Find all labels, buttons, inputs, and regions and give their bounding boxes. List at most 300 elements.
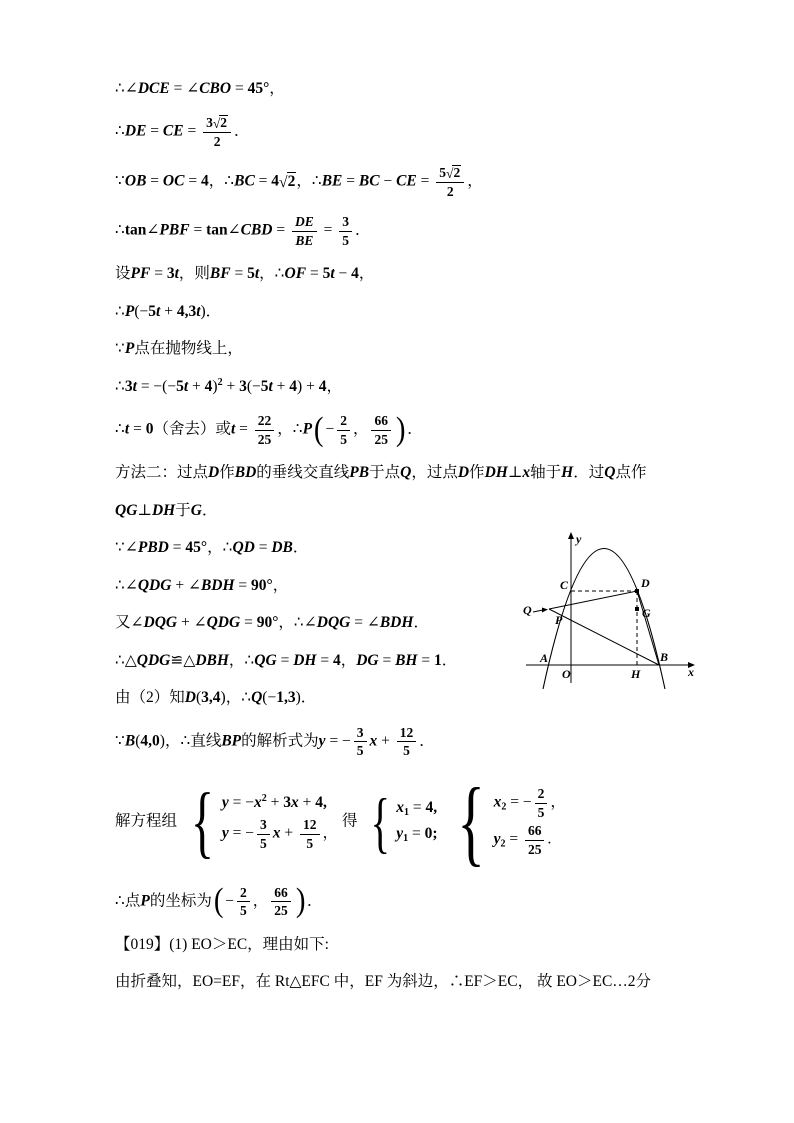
math-variable: DH <box>484 464 508 482</box>
math-variable: BP <box>221 732 242 750</box>
q-pointer-line <box>533 610 543 612</box>
fraction <box>525 823 545 857</box>
math-variable: x <box>254 793 262 811</box>
math-variable: y <box>396 825 404 843</box>
symbol-run: ∴ <box>274 265 285 283</box>
math-variable: Q <box>400 464 412 482</box>
math-variable: QD <box>232 539 255 557</box>
system-row <box>222 817 338 851</box>
text-run: ．过 <box>573 464 605 482</box>
symbol-run: = − <box>228 793 255 811</box>
subscript: 2 <box>500 838 506 850</box>
symbol-run: = <box>146 123 163 141</box>
math-variable: G <box>190 501 202 519</box>
symbol-run: ∴ <box>292 420 303 438</box>
equation-system <box>448 767 566 875</box>
math-variable: P <box>302 420 313 438</box>
math-number: 2 <box>537 786 545 802</box>
system-rows <box>219 792 338 852</box>
symbol-run: ∠ <box>146 221 160 239</box>
math-variable: QDG <box>136 651 171 669</box>
symbol-run: ⊥ <box>137 501 152 519</box>
symbol-run: = <box>505 830 522 848</box>
text-run: 的垂线交直线 <box>256 464 350 482</box>
math-number: 1 <box>434 651 442 669</box>
math-variable: t <box>183 377 189 395</box>
math-variable: Q <box>251 689 263 707</box>
math-variable: BC <box>358 172 380 190</box>
denominator <box>211 133 224 150</box>
math-variable: DH <box>151 501 176 519</box>
math-number: 5 <box>260 377 269 395</box>
text-run: ， <box>208 172 225 190</box>
math-variable: D <box>457 464 470 482</box>
math-number: 66 <box>274 884 288 900</box>
radical-sign: √ <box>212 116 221 132</box>
symbol-run: = <box>240 614 257 632</box>
symbol-run: = <box>129 420 146 438</box>
denominator <box>400 742 413 759</box>
symbol-run: = <box>235 420 252 438</box>
text-run: 的解析式为 <box>241 732 319 750</box>
symbol-run: = − <box>506 793 532 811</box>
text-run: ． <box>201 501 218 519</box>
math-number: 1,3 <box>276 689 296 707</box>
label-A: A <box>540 651 549 665</box>
symbol-run: − <box>379 172 397 190</box>
math-number: 4 <box>204 377 213 395</box>
math-line <box>115 410 765 448</box>
math-number: 5 <box>176 377 184 395</box>
text-run: （舍去）或 <box>153 420 231 438</box>
text-run: ， <box>278 614 294 632</box>
math-variable: CE <box>396 172 417 190</box>
fraction <box>337 413 350 447</box>
math-variable: y <box>221 824 229 842</box>
text-run: 直线 <box>190 732 222 750</box>
math-line <box>115 882 765 920</box>
numerator <box>255 413 275 431</box>
radical-sign: √ <box>279 173 288 191</box>
math-number: 5 <box>247 265 255 283</box>
math-variable: BH <box>395 651 418 669</box>
symbol-run: ( <box>135 732 141 750</box>
numerator <box>271 885 291 903</box>
fraction <box>237 885 250 919</box>
text-run: 方法二：过点 <box>115 464 209 482</box>
text-run: ， <box>252 892 269 910</box>
symbol-run: = −(− <box>136 377 177 395</box>
math-variable: t <box>174 265 179 283</box>
symbol-run: = <box>230 265 248 283</box>
math-variable: y <box>493 830 501 848</box>
math-variable: BD <box>234 464 257 482</box>
fraction <box>354 725 367 759</box>
math-line <box>115 934 765 956</box>
symbol-run: ∴ <box>311 172 322 190</box>
subscript: 1 <box>403 806 409 818</box>
symbol-run: = <box>342 172 359 190</box>
symbol-run: ∴ <box>244 651 255 669</box>
math-variable: DE <box>295 214 314 230</box>
math-line <box>115 971 765 993</box>
math-line <box>115 500 765 522</box>
radical-sign: √ <box>446 165 454 181</box>
math-variable: y <box>318 732 326 750</box>
math-number: 5 <box>342 232 350 248</box>
math-variable: QDG <box>137 576 172 594</box>
math-variable: PF <box>130 265 151 283</box>
math-line <box>115 263 765 285</box>
text-run: 又 <box>115 614 131 632</box>
math-number: 3 <box>342 214 350 230</box>
text-run: 的坐标为 <box>149 892 212 910</box>
symbol-run: ∴ <box>115 377 125 395</box>
text-run: 由（2）知 <box>115 689 185 707</box>
text-run: 【019】(1) EO＞EC，理由如下: <box>115 935 329 953</box>
math-number: 25 <box>374 431 388 447</box>
symbol-run: + <box>266 793 284 811</box>
symbol-run: + <box>160 302 177 320</box>
math-number: 25 <box>274 903 288 919</box>
symbol-run: ∴∠ <box>115 576 138 594</box>
symbol-run: ∵ <box>115 340 125 358</box>
symbol-run: ) <box>212 377 218 395</box>
math-variable: x <box>369 732 378 750</box>
math-number: tan <box>124 221 147 239</box>
math-number: 0 <box>145 420 154 438</box>
symbol-run: = <box>234 576 252 594</box>
superscript: 2 <box>261 792 267 804</box>
text-run: ， <box>467 172 483 190</box>
symbol-run: ⊥ <box>507 464 523 482</box>
math-variable: t <box>254 265 260 283</box>
label-P: P <box>555 613 563 627</box>
system-row <box>494 823 552 857</box>
math-variable: t <box>268 377 273 395</box>
q-pointer-arrow <box>542 608 548 613</box>
fraction <box>436 165 464 199</box>
symbol-run: = <box>408 798 426 816</box>
math-variable: DE <box>124 123 147 141</box>
math-number: 5 <box>148 302 156 320</box>
math-number: 25 <box>527 841 542 857</box>
symbol-run: = − <box>228 824 255 842</box>
math-number: tan <box>206 221 228 239</box>
math-number: 25 <box>257 431 272 447</box>
fraction <box>371 413 391 447</box>
symbol-run: ) + <box>297 377 319 395</box>
math-number: 3 <box>283 793 292 811</box>
math-variable: Q <box>604 464 616 482</box>
text-run: ， <box>272 576 289 594</box>
symbol-run: = <box>146 172 163 190</box>
figure-coordinate-plane <box>520 531 704 693</box>
math-line <box>115 165 765 199</box>
text-run: 轴于 <box>530 464 562 482</box>
math-number: 0; <box>424 825 438 843</box>
math-variable: BDH <box>200 576 235 594</box>
fraction <box>271 885 291 919</box>
symbol-run: + <box>280 824 298 842</box>
radicand: 2 <box>220 115 228 131</box>
text-run: ． <box>413 614 429 632</box>
fraction <box>339 214 352 248</box>
math-variable: t <box>124 420 130 438</box>
denominator <box>292 232 316 249</box>
symbol-run: − <box>225 892 234 910</box>
math-number: 3 <box>206 115 213 131</box>
system-row <box>396 797 437 821</box>
numerator <box>257 817 270 835</box>
math-number: 4 <box>271 172 280 190</box>
text-run: ． <box>355 221 371 239</box>
big-paren: ( <box>313 410 324 448</box>
math-line <box>115 767 765 875</box>
numerator <box>339 214 352 232</box>
denominator <box>371 431 391 448</box>
radical <box>446 165 461 180</box>
math-number: 5 <box>340 431 347 447</box>
symbol-run: ∴ <box>222 539 233 557</box>
symbol-run: ∵∠ <box>115 539 138 557</box>
text-run: ， <box>225 689 242 707</box>
text-run: 由折叠知，EO=EF，在 Rt△EFC 中，EF 为斜边，∴EF＞EC， 故 EO＞EC…2分 <box>115 973 652 991</box>
math-variable: x <box>291 793 299 811</box>
equation-system <box>364 783 438 860</box>
math-variable: B <box>124 732 136 750</box>
math-number: 4 <box>200 172 209 190</box>
math-number: 3,4 <box>201 689 221 707</box>
math-number: 12 <box>399 724 414 740</box>
math-variable: DQG <box>316 614 351 632</box>
math-variable: QG <box>254 651 277 669</box>
symbol-run: ∠ <box>130 614 144 632</box>
symbol-run: + <box>188 377 205 395</box>
symbol-run: (− <box>134 302 149 320</box>
denominator <box>237 902 250 919</box>
numerator <box>535 786 548 804</box>
symbol-run: = − <box>325 732 351 750</box>
denominator <box>271 902 291 919</box>
math-variable: x <box>493 793 502 811</box>
math-number: 3 <box>166 265 175 283</box>
text-run: ． <box>205 302 222 320</box>
symbol-run: . <box>547 830 552 848</box>
math-variable: PBF <box>159 221 190 239</box>
label-O: O <box>562 667 571 681</box>
math-line <box>115 725 765 759</box>
fraction <box>300 817 320 851</box>
math-variable: x <box>396 798 404 816</box>
math-number: 4,3 <box>176 302 197 320</box>
radicand: 2 <box>287 172 296 190</box>
system-brace: { <box>370 783 390 860</box>
math-line <box>115 462 765 484</box>
math-number: 4, <box>315 793 327 811</box>
math-variable: H <box>561 464 574 482</box>
denominator <box>257 835 270 852</box>
math-number: 4 <box>318 377 327 395</box>
symbol-run: = <box>184 172 201 190</box>
math-number: 5 <box>322 265 331 283</box>
math-line <box>115 78 765 100</box>
math-number: 5 <box>403 743 410 759</box>
symbol-run: + <box>222 377 240 395</box>
text-run: 点作 <box>615 464 647 482</box>
math-number: 5 <box>239 903 247 919</box>
math-variable: DB <box>271 539 293 557</box>
fraction <box>257 817 270 851</box>
text-run: 于 <box>175 501 191 519</box>
label-G: G <box>642 606 651 620</box>
math-number: 5 <box>260 835 267 851</box>
math-number: 2 <box>213 134 221 150</box>
math-variable: P <box>124 302 135 320</box>
system-rows <box>393 797 437 847</box>
math-number: 5 <box>356 743 364 759</box>
symbol-run: = <box>378 651 396 669</box>
symbol-run: ∴ <box>115 123 125 141</box>
text-run: ． <box>307 892 323 910</box>
denominator <box>255 431 275 448</box>
math-number: 45° <box>185 539 208 557</box>
symbol-run: ∴ <box>115 892 125 910</box>
math-number: 4 <box>351 265 359 283</box>
symbol-run: + <box>377 732 394 750</box>
symbol-run: − <box>334 265 352 283</box>
symbol-run: ∠ <box>227 221 241 239</box>
math-variable: OC <box>162 172 185 190</box>
symbol-run: = <box>168 539 186 557</box>
text-run: ，则 <box>178 265 210 283</box>
math-number: 5 <box>439 164 447 180</box>
text-run: 点在抛物线上， <box>134 340 243 358</box>
math-variable: BF <box>209 265 231 283</box>
denominator <box>337 431 350 448</box>
math-line <box>115 338 765 360</box>
math-variable: t <box>132 377 137 395</box>
text-run: ， <box>296 172 312 190</box>
math-number: 3 <box>124 377 133 395</box>
symbol-run: = <box>417 651 434 669</box>
math-variable: CBO <box>199 80 232 97</box>
math-number: 90° <box>251 576 273 594</box>
text-run: ， <box>340 651 357 669</box>
math-variable: CBD <box>240 221 273 239</box>
symbol-run: = <box>254 539 272 557</box>
math-variable: D <box>184 689 196 707</box>
symbol-run: + <box>272 377 290 395</box>
text-run: 于点 <box>369 464 401 482</box>
math-number: 2 <box>446 183 454 199</box>
denominator <box>339 232 352 249</box>
line-QD <box>549 591 637 609</box>
text-run: ， <box>352 420 369 438</box>
system-row <box>396 823 437 847</box>
symbol-run: = <box>416 172 434 190</box>
math-line <box>115 115 765 149</box>
math-line <box>115 301 765 323</box>
text-run: ． <box>407 420 423 438</box>
math-variable: PB <box>349 464 370 482</box>
symbol-run: ∴∠ <box>293 614 317 632</box>
math-variable: QDG <box>206 614 241 632</box>
point-marker-G <box>635 607 639 611</box>
symbol-run: ) <box>200 302 206 320</box>
math-variable: t <box>196 302 201 320</box>
denominator <box>444 183 457 200</box>
math-variable: DQG <box>143 614 178 632</box>
math-variable: BC <box>234 172 255 190</box>
radical <box>213 115 228 130</box>
math-variable: BDH <box>379 614 414 632</box>
text-run: ， <box>277 420 293 438</box>
fraction <box>397 725 417 759</box>
fraction <box>292 214 317 248</box>
math-variable: DG <box>356 651 379 669</box>
math-variable: DH <box>293 651 317 669</box>
math-variable: OF <box>284 265 307 283</box>
subscript: 2 <box>501 801 507 813</box>
symbol-run: = <box>272 221 289 239</box>
symbol-run: = <box>408 825 425 843</box>
math-variable: t <box>156 302 161 320</box>
math-number: 4 <box>289 377 298 395</box>
text-run: ， <box>269 80 285 97</box>
symbol-run: + ∠ <box>177 614 207 632</box>
symbol-run: = <box>189 221 207 239</box>
symbol-run: − <box>325 420 335 438</box>
math-variable: DBH <box>195 651 229 669</box>
symbol-run: = <box>183 123 201 141</box>
system-brace: { <box>456 767 485 875</box>
text-run: 作 <box>469 464 485 482</box>
symbol-run: + ∠ <box>171 576 201 594</box>
symbol-run: ( <box>195 689 202 707</box>
math-number: 3 <box>260 817 267 833</box>
math-variable: t <box>330 265 335 283</box>
math-number: 2 <box>340 413 347 429</box>
numerator <box>292 214 317 232</box>
big-paren: ) <box>295 882 306 920</box>
numerator <box>397 725 417 743</box>
text-run: ． <box>441 651 458 669</box>
math-number: 5 <box>537 804 545 820</box>
symbol-run: = <box>231 80 248 97</box>
symbol-run: (− <box>246 377 261 395</box>
math-number: 4,0 <box>140 732 160 750</box>
text-run: ． <box>292 539 309 557</box>
label-H: H <box>631 667 641 681</box>
subscript: 1 <box>403 833 409 845</box>
text-run: ． <box>234 123 250 141</box>
fraction <box>255 413 275 447</box>
math-variable: x <box>272 824 281 842</box>
symbol-run: ) <box>220 689 226 707</box>
math-number: 3 <box>239 377 247 395</box>
text-run: 得 <box>342 812 358 830</box>
text-run: ， <box>322 824 339 842</box>
math-variable: QG <box>115 501 138 519</box>
text-run: 点 <box>124 892 141 910</box>
symbol-run: ∵ <box>115 732 125 750</box>
label-y: y <box>576 532 582 546</box>
label-x: x <box>688 665 694 679</box>
symbol-run: = ∠ <box>350 614 380 632</box>
system-row <box>494 786 566 820</box>
math-number: 4, <box>425 798 438 816</box>
